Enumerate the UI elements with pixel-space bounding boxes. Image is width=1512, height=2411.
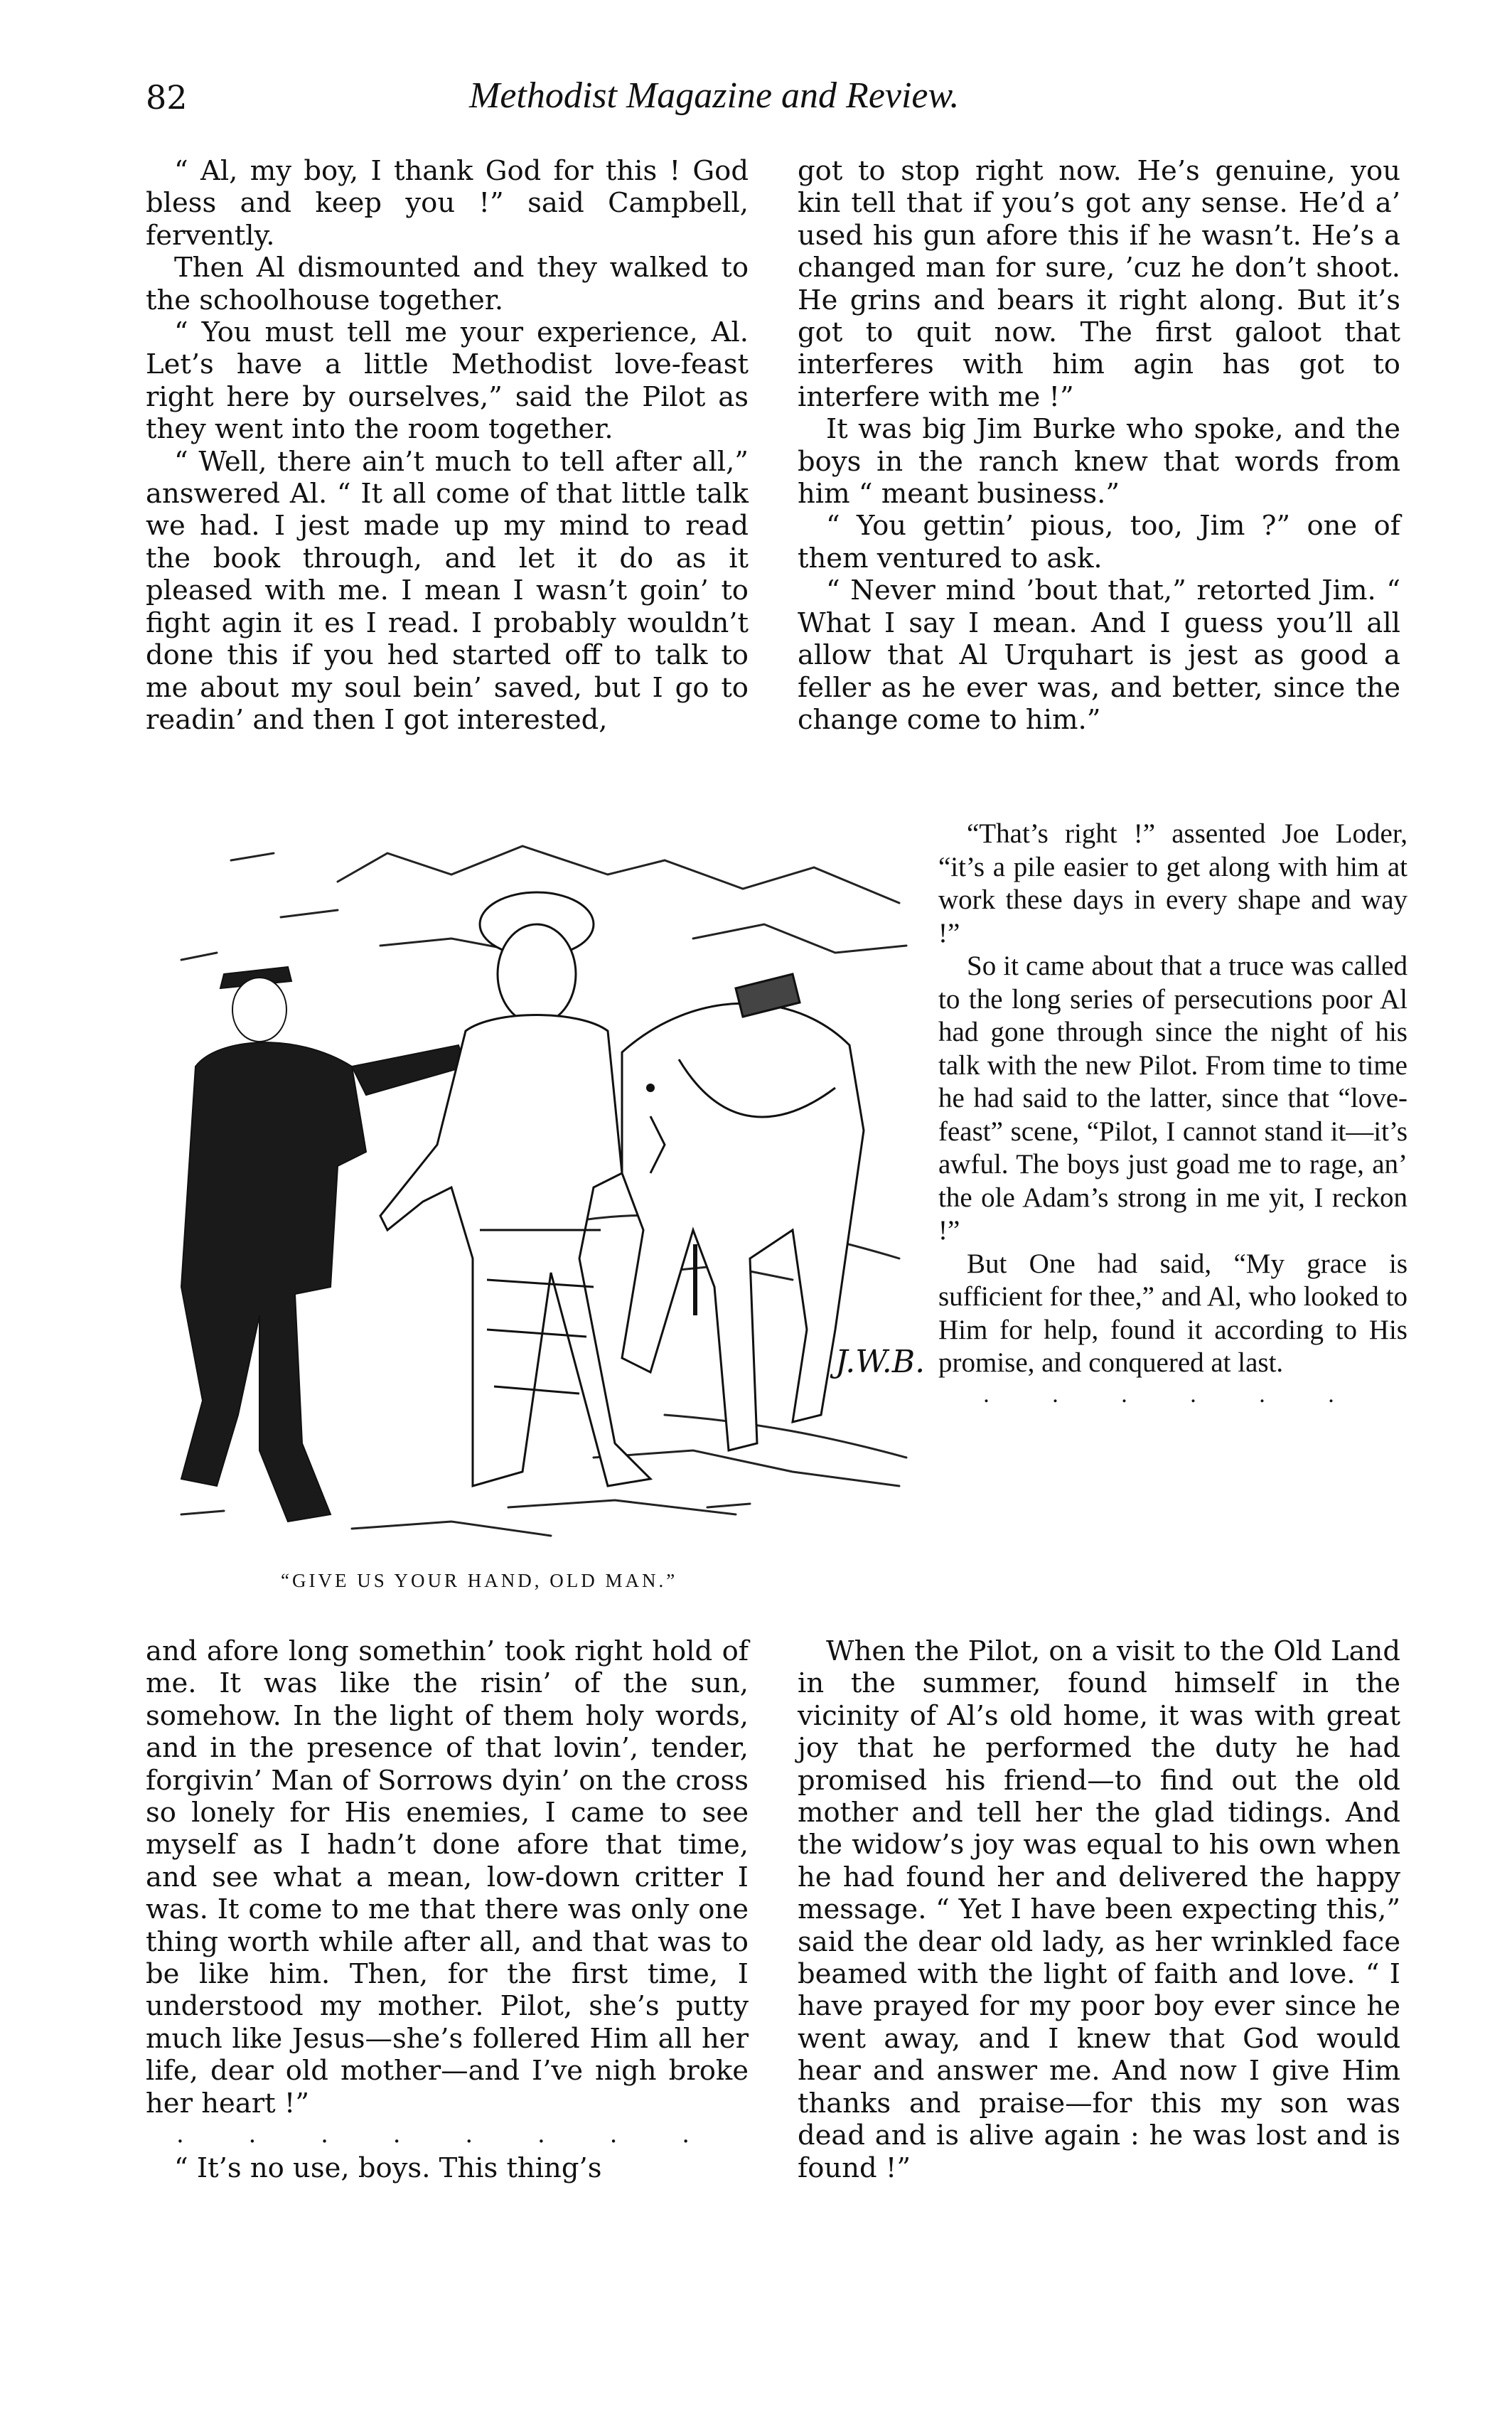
column-wrap-right [938,818,1408,1413]
paragraph: Then Al dismounted and they walked to the schoolhouse together. [146,252,749,316]
illustration-caption: “GIVE US YOUR HAND, OLD MAN.” [281,1570,678,1591]
page-number: 82 [146,78,188,117]
paragraph: When the Pilot, on a visit to the Old Land in the summer, found himself in the vicinity of Al’s old home, it was with great joy that he performed the duty he had promised his friend—to find out the old mother and tell her the glad tidings. And the widow’s joy was equal to his own when he had found her and delivered the happy message. “ Yet I have been expecting this,” said the dear old lady, as her wrinkled face beamed with the light of faith and love. “ I have prayed for my poor boy ever since he went away, and I knew that God would hear and answer me. And now I give Him thanks and praise—for this my son was dead and is alive again : he was lost and is found !” [798,1635,1400,2184]
column-top-left [146,155,749,736]
paragraph: got to stop right now. He’s genuine, you kin tell that if you’s got any sense. He’d a’ used his gun afore this if he wasn’t. He’s a changed man for sure, ’cuz he don’t shoot. He grins and bears it right along. But it’s got to quit now. The first galoot that interferes with him agin has got to interfere with me !” [798,155,1400,413]
paragraph: But One had said, “My grace is sufficient for thee,” and Al, who looked to Him for help, found it according to His promise, and conquered at last. [938,1248,1408,1378]
column-bottom-left [146,1635,749,2185]
running-title: Methodist Magazine and Review. [469,75,960,116]
illustration-drawing [153,832,928,1571]
column-top-right [798,155,1400,736]
section-dots: . . . . . . [983,1381,1363,1408]
paragraph: So it came about that a truce was called to the long series of persecutions poor Al had gone through since the night of his talk with the new Pilot. From time to time he had said to the latter, since that “love-feast” scene, “Pilot, I cannot stand it—it’s awful. The boys just goad me to rage, an’ the ole Adam’s strong in me yit, I reckon !” [938,951,1408,1246]
column-bottom-right [798,1635,1400,2184]
section-dots: . . . . . . . . [176,2120,719,2149]
paragraph: “ You must tell me your experience, Al. Let’s have a little Methodist love-feast right here by ourselves,” said the Pilot as they went into the room together. [146,316,749,446]
illustration [153,832,928,1607]
paragraph: “ Well, there ain’t much to tell after all,” answered Al. “ It all come of that little talk we had. I jest made up my mind to read the book through, and let it do as it pleased with me. I mean I wasn’t goin’ to fight agin it es I read. I probably wouldn’t done this if you hed started off to talk to me about my soul bein’ saved, but I go to readin’ and then I got interested, [146,445,749,736]
paragraph: “That’s right !” assented Joe Loder, “it’s a pile easier to get along with him at work these days in every shape and way !” [938,818,1408,948]
paragraph: “ Never mind ’bout that,” retorted Jim. “ What I say I mean. And I guess you’ll all allow that Al Urquhart is jest as good a feller as he ever was, and better, since the change come to him.” [798,574,1400,736]
paragraph: “ It’s no use, boys. This thing’s [174,2152,602,2185]
paragraph: “ Al, my boy, I thank God for this ! God bless and keep you !” said Campbell, fervently. [146,155,749,252]
paragraph: It was big Jim Burke who spoke, and the boys in the ranch knew that words from him “ meant business.” [798,413,1400,510]
paragraph: “ You gettin’ pious, too, Jim ?” one of them ventured to ask. [798,510,1400,574]
paragraph: and afore long somethin’ took right hold of me. It was like the risin’ of the sun, somehow. In the light of them holy words, and in the presence of that lovin’, tender, forgivin’ Man of Sorrows dyin’ on the cross so lonely for His enemies, I came to see myself as I hadn’t done afore that time, and see what a mean, low-down critter I was. It come to me that there was only one thing worth while after all, and that was to be like him. Then, for the first time, I understood my mother. Pilot, she’s putty much like Jesus—she’s follered Him all her life, dear old mother—and I’ve nigh broke her heart !” [146,1635,749,2119]
illustration-signature: J.W.B. [835,1344,926,1380]
